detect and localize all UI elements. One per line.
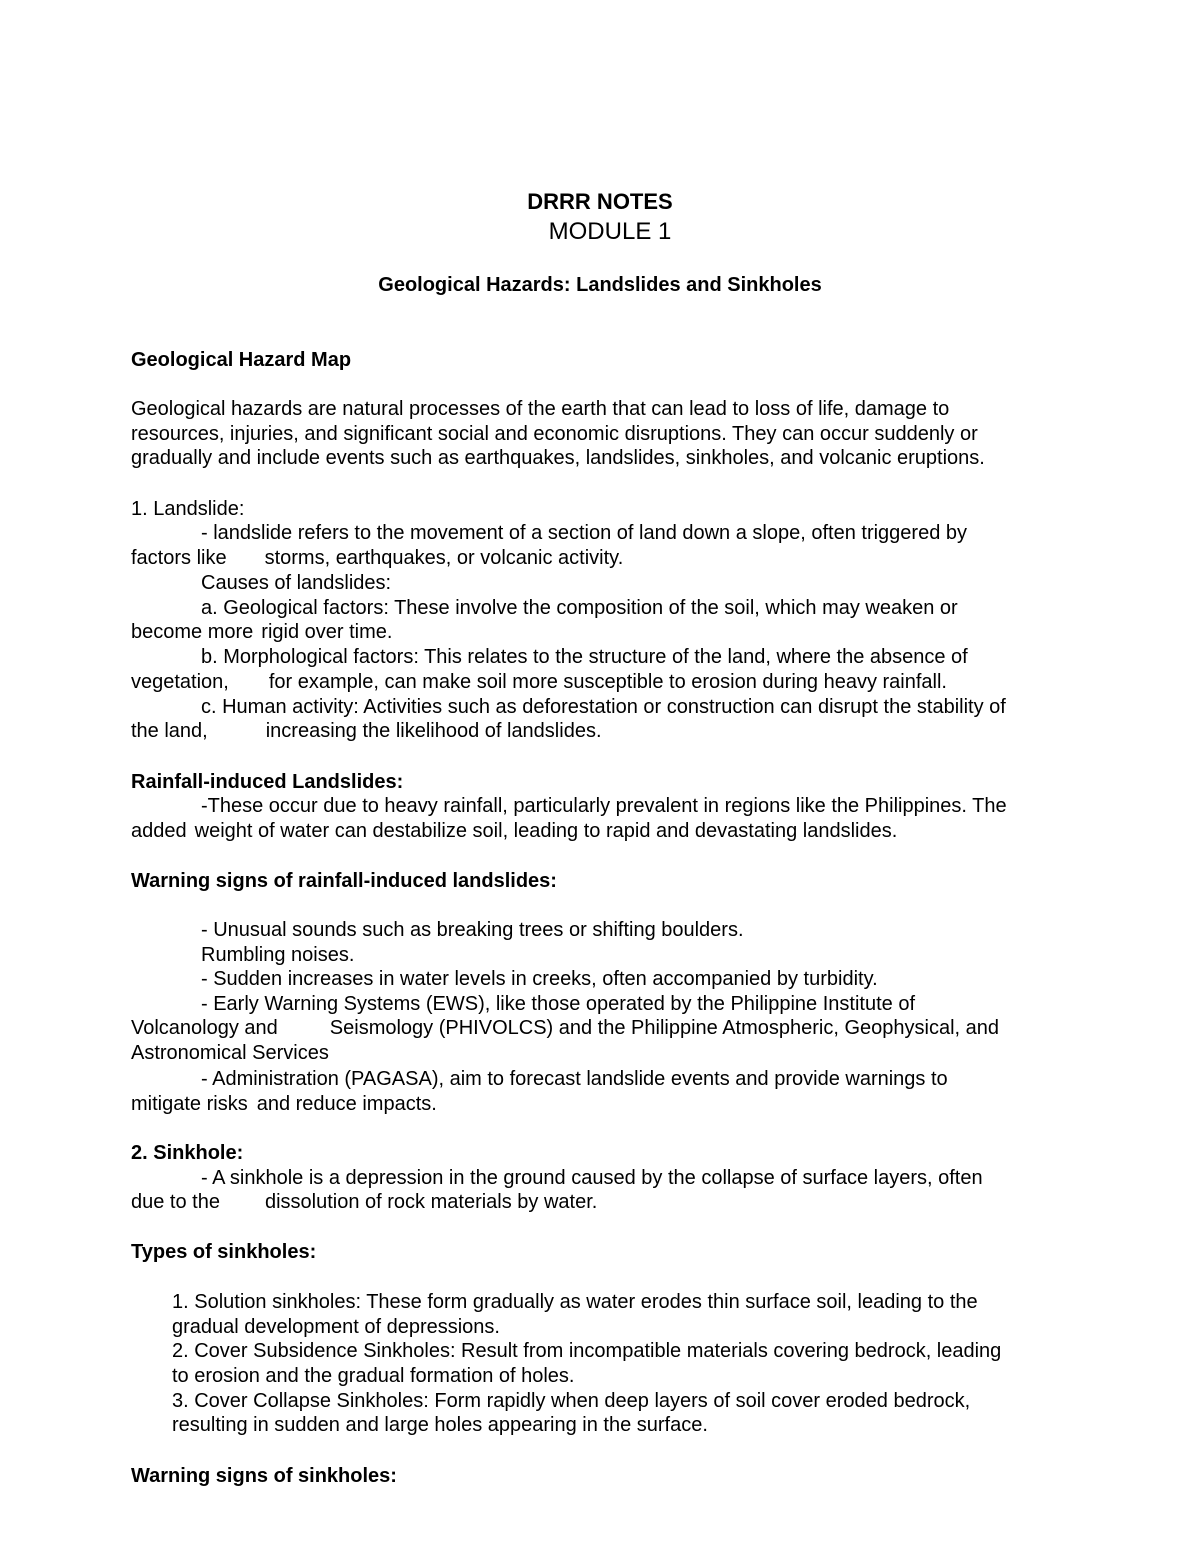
warning-sign: - Sudden increases in water levels in creeks, often accompanied by turbidity.	[201, 968, 878, 990]
sinkhole-type-line: 2. Cover Subsidence Sinkholes: Result from incompatible materials covering bedrock, leading	[172, 1340, 1002, 1362]
section-heading-sinkhole: 2. Sinkhole:	[131, 1142, 244, 1164]
section-heading-warning-rainfall: Warning signs of rainfall-induced landslides:	[131, 870, 557, 892]
section-heading-types: Types of sinkholes:	[131, 1241, 317, 1263]
page-title: DRRR NOTES	[527, 189, 673, 214]
sinkhole-type-line: gradual development of depressions.	[172, 1316, 500, 1338]
cause-morphological: b. Morphological factors: This relates to the structure of the land, where the absence of	[201, 646, 968, 668]
warning-sign-pagasa: - Administration (PAGASA), aim to forecast landslide events and provide warnings to	[201, 1068, 948, 1090]
section-heading-warning-sinkholes: Warning signs of sinkholes:	[131, 1465, 397, 1487]
section-heading-hazard-map: Geological Hazard Map	[131, 349, 352, 371]
warning-sign-ews: - Early Warning Systems (EWS), like those operated by the Philippine Institute of	[201, 993, 916, 1015]
warning-sign-pagasa-cont: mitigate risks and reduce impacts.	[131, 1093, 437, 1115]
sinkhole-type-line: resulting in sudden and large holes appearing in the surface.	[172, 1414, 708, 1436]
sinkhole-type-line: 3. Cover Collapse Sinkholes: Form rapidly when deep layers of soil cover eroded bedrock,	[172, 1390, 971, 1412]
sinkhole-type-line: 1. Solution sinkholes: These form gradually as water erodes thin surface soil, leading to the	[172, 1291, 978, 1313]
warning-sign-ews-cont: Volcanology and Seismology (PHIVOLCS) and the Philippine Atmospheric, Geophysical, and	[131, 1017, 1000, 1039]
rainfall-text-cont: added weight of water can destabilize soil, leading to rapid and devastating landslides.	[131, 820, 898, 842]
module-label: MODULE 1	[548, 218, 672, 245]
warning-sign: - Unusual sounds such as breaking trees or shifting boulders.	[201, 919, 744, 941]
sinkhole-type-line: to erosion and the gradual formation of holes.	[172, 1365, 575, 1387]
document-subtitle: Geological Hazards: Landslides and Sinkholes	[378, 274, 822, 296]
causes-heading: Causes of landslides:	[201, 572, 392, 594]
cause-geological-cont: become more rigid over time.	[131, 621, 393, 643]
landslide-definition: - landslide refers to the movement of a section of land down a slope, often triggered by	[201, 522, 967, 544]
rainfall-text: -These occur due to heavy rainfall, particularly prevalent in regions like the Philippines. The	[201, 795, 1007, 817]
warning-sign-ews-cont: Astronomical Services	[131, 1042, 329, 1064]
cause-morphological-cont: vegetation, for example, can make soil more susceptible to erosion during heavy rainfall.	[131, 671, 947, 693]
cause-geological: a. Geological factors: These involve the composition of the soil, which may weaken or	[201, 597, 958, 619]
landslide-definition-cont: factors like storms, earthquakes, or volcanic activity.	[131, 547, 624, 569]
sinkhole-definition: - A sinkhole is a depression in the ground caused by the collapse of surface layers, often	[201, 1167, 983, 1189]
hazard-paragraph-line: resources, injuries, and significant social and economic disruptions. They can occur suddenly or	[131, 423, 978, 445]
section-heading-rainfall: Rainfall-induced Landslides:	[131, 771, 404, 793]
section-heading-landslide: 1. Landslide:	[131, 498, 245, 520]
sinkhole-definition-cont: due to the dissolution of rock materials by water.	[131, 1191, 598, 1213]
hazard-paragraph-line: Geological hazards are natural processes of the earth that can lead to loss of life, damage to	[131, 398, 950, 420]
hazard-paragraph-line: gradually and include events such as earthquakes, landslides, sinkholes, and volcanic eruptions.	[131, 447, 985, 469]
warning-sign: Rumbling noises.	[201, 944, 355, 966]
cause-human-activity: c. Human activity: Activities such as deforestation or construction can disrupt the stability of	[201, 696, 1006, 718]
cause-human-activity-cont: the land, increasing the likelihood of landslides.	[131, 720, 602, 742]
